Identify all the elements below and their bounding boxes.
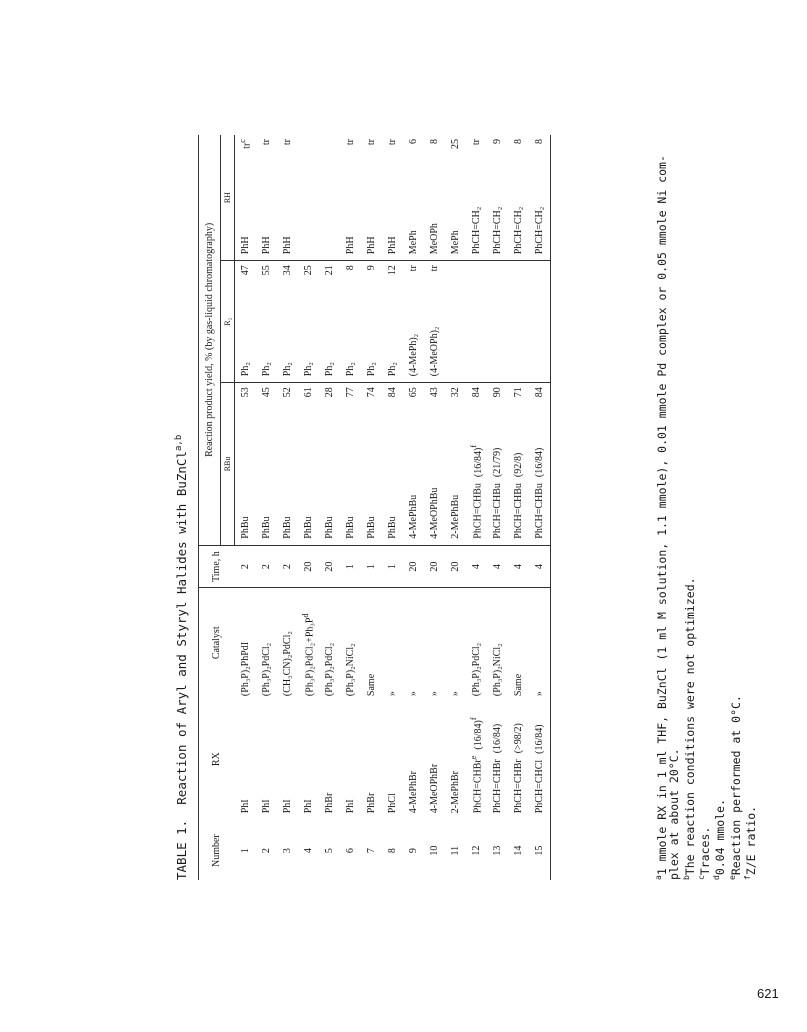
cell-rh-yield xyxy=(529,135,551,165)
table-row xyxy=(340,135,361,880)
cell-rh xyxy=(319,165,340,261)
rx-isomer-ratio: (16/84) xyxy=(492,723,503,754)
cell-rbu xyxy=(298,413,319,545)
table-row xyxy=(361,135,382,880)
header-rbu: RBu xyxy=(221,383,235,546)
footnote-f: Z/E ratio. xyxy=(743,805,758,876)
cell-catalyst xyxy=(487,588,508,704)
catalyst-formula: » xyxy=(450,691,461,697)
page-number: 621 xyxy=(757,986,779,1001)
rbu-product: PhCH=CHBu xyxy=(492,483,503,539)
rbu-product: 4-MeOPhBu xyxy=(429,487,440,539)
cell-rh: PhH xyxy=(240,236,251,255)
catalyst-formula: (CH₃CN)₂PdCl₂ xyxy=(282,631,293,697)
cell-rx xyxy=(424,704,445,821)
cell-rbu xyxy=(529,413,551,545)
cell-r2: Ph₂ xyxy=(345,362,356,377)
rbu-product: PhCH=CHBu xyxy=(513,483,524,539)
cell-rh: PhH xyxy=(261,236,272,255)
cell-rx xyxy=(466,704,487,821)
cell-r2: Ph₂ xyxy=(387,362,398,377)
catalyst-footnote-mark: d xyxy=(301,613,311,618)
cell-r2-yield: 9 xyxy=(361,261,382,291)
footnote-mark: e xyxy=(727,875,737,880)
rx-formula: PhCH=CHCl xyxy=(534,759,545,814)
cell-r2-yield: 21 xyxy=(319,261,340,291)
footnotes xyxy=(653,155,757,880)
cell-rbu xyxy=(445,413,466,545)
cell-rbu xyxy=(235,413,257,545)
cell-number: 2 xyxy=(261,848,272,854)
cell-rh-yield xyxy=(235,135,257,165)
rh-yield-value: tr xyxy=(387,139,398,146)
cell-rbu-yield: 32 xyxy=(445,383,466,413)
cell-r2: Ph₂ xyxy=(240,362,251,377)
cell-number: 13 xyxy=(492,845,503,856)
cell-rx xyxy=(235,704,257,821)
cell-rh-yield xyxy=(340,135,361,165)
rbu-product: PhBu xyxy=(345,516,356,539)
cell-time: 4 xyxy=(487,545,508,588)
cell-rh-yield xyxy=(403,135,424,165)
cell-time: 20 xyxy=(403,545,424,588)
rbu-isomer-ratio: (21/79) xyxy=(492,447,503,478)
catalyst-formula: (Ph₃P)₂PdCl₂ xyxy=(261,642,272,697)
cell-rbu-yield: 61 xyxy=(298,383,319,413)
cell-rx xyxy=(445,704,466,821)
footnote-a-line2: plex at about 20°C. xyxy=(667,748,682,880)
table-row xyxy=(382,135,403,880)
rbu-product: PhCH=CHBu xyxy=(472,483,484,539)
cell-rh xyxy=(298,165,319,261)
table-row xyxy=(529,135,551,880)
table-row xyxy=(403,135,424,880)
cell-rbu-yield: 52 xyxy=(277,383,298,413)
cell-rbu-yield: 65 xyxy=(403,383,424,413)
rbu-product: PhBu xyxy=(261,516,272,539)
cell-r2-yield xyxy=(529,261,551,291)
cell-catalyst xyxy=(529,588,551,704)
cell-time: 2 xyxy=(235,545,257,588)
cell-rx xyxy=(361,704,382,821)
cell-rx xyxy=(529,704,551,821)
rx-isomer-ratio: (16/84) xyxy=(534,724,545,754)
table-row xyxy=(424,135,445,880)
cell-catalyst xyxy=(340,588,361,704)
cell-catalyst xyxy=(445,588,466,704)
cell-r2-yield xyxy=(445,261,466,291)
cell-number: 7 xyxy=(366,848,377,854)
rbu-product: PhBu xyxy=(303,516,314,539)
rotated-page-content xyxy=(170,125,760,885)
rbu-product: PhBu xyxy=(240,516,251,539)
table-row xyxy=(277,135,298,880)
rx-footnote-mark: e xyxy=(469,755,479,760)
cell-rx xyxy=(256,704,277,821)
cell-rh-yield xyxy=(445,135,466,165)
cell-rx xyxy=(340,704,361,821)
cell-r2-yield xyxy=(508,261,529,291)
cell-number: 11 xyxy=(450,845,461,856)
cell-rx xyxy=(382,704,403,821)
cell-r2-yield: 55 xyxy=(256,261,277,291)
rh-yield-value: 8 xyxy=(429,139,440,144)
catalyst-formula: (Ph₃P)₂PdCl₂ xyxy=(471,642,482,697)
cell-rbu-yield: 77 xyxy=(340,383,361,413)
table-row xyxy=(487,135,508,880)
cell-catalyst xyxy=(424,588,445,704)
header-number: Number xyxy=(199,821,235,880)
cell-rh-yield xyxy=(361,135,382,165)
cell-rbu xyxy=(487,413,508,545)
cell-r2: (4-MeOPh)₂ xyxy=(429,326,440,377)
table-body xyxy=(235,135,551,880)
cell-number: 9 xyxy=(408,848,419,854)
table-row xyxy=(256,135,277,880)
cell-rh-yield xyxy=(256,135,277,165)
header-row xyxy=(199,135,221,880)
cell-rbu xyxy=(319,413,340,545)
rbu-product: PhBu xyxy=(387,516,398,539)
rx-formula: PhI xyxy=(239,799,251,814)
footnote-mark: a xyxy=(654,875,663,880)
rh-yield-value: tr xyxy=(261,139,272,146)
cell-rh: PhCH=CH₂ xyxy=(529,165,551,261)
cell-rbu xyxy=(277,413,298,545)
cell-rbu-yield: 53 xyxy=(235,383,257,413)
cell-rh: MeOPh xyxy=(429,223,440,255)
cell-rh-yield xyxy=(466,135,487,165)
catalyst-formula: (Ph₃P)₂NiCl₂ xyxy=(492,643,503,697)
rx-formula: PhI xyxy=(282,799,293,814)
cell-time: 2 xyxy=(277,545,298,588)
cell-rh: PhH xyxy=(387,236,398,255)
cell-r2: Ph₂ xyxy=(261,362,272,377)
cell-r2: Ph₂ xyxy=(366,362,377,377)
cell-rbu-yield: 74 xyxy=(361,383,382,413)
rh-yield-value: tr xyxy=(471,139,482,146)
header-time: Time, h xyxy=(199,545,235,588)
cell-number: 1 xyxy=(239,848,251,854)
cell-rx xyxy=(277,704,298,821)
cell-r2-yield: tr xyxy=(424,261,445,291)
table-label: TABLE 1. xyxy=(174,819,190,880)
table-title: Reaction of Aryl and Styryl Halides with BuZnCl xyxy=(174,451,190,805)
cell-rbu xyxy=(256,413,277,545)
catalyst-formula: Same xyxy=(366,673,377,697)
header-rx: RX xyxy=(199,704,235,821)
cell-time: 4 xyxy=(508,545,529,588)
cell-rbu xyxy=(403,413,424,545)
cell-r2-yield: 8 xyxy=(340,261,361,291)
cell-rx xyxy=(508,704,529,821)
header-catalyst: Catalyst xyxy=(199,588,235,704)
cell-rbu xyxy=(361,413,382,545)
footnote-mark: c xyxy=(697,875,707,880)
footnote-b: The reaction conditions were not optimized. xyxy=(682,577,697,876)
catalyst-formula: (Ph₃P)₂PhPdI xyxy=(239,641,251,697)
cell-number: 5 xyxy=(324,848,335,854)
rx-formula: PhI xyxy=(261,799,272,814)
table-row xyxy=(319,135,340,880)
cell-rx xyxy=(487,704,508,821)
cell-rx xyxy=(403,704,424,821)
cell-time: 4 xyxy=(466,545,487,588)
catalyst-formula: Same xyxy=(513,673,524,697)
cell-rbu-yield: 90 xyxy=(487,383,508,413)
cell-catalyst xyxy=(319,588,340,704)
rh-yield-value: 25 xyxy=(450,139,461,149)
rx-formula: PhBr xyxy=(324,792,335,814)
cell-r2 xyxy=(487,291,508,383)
catalyst-formula: (Ph₃P)₂PdCl₂+Ph₃P xyxy=(304,617,316,697)
cell-r2 xyxy=(508,291,529,383)
rh-yield-value: tr xyxy=(241,142,253,149)
cell-time: 2 xyxy=(256,545,277,588)
rx-formula: PhI xyxy=(345,799,356,814)
cell-rbu xyxy=(382,413,403,545)
rbu-product: PhCH=CHBu xyxy=(534,483,545,539)
cell-catalyst xyxy=(508,588,529,704)
cell-rx xyxy=(319,704,340,821)
cell-rbu-yield: 84 xyxy=(382,383,403,413)
footnote-mark: b xyxy=(681,875,691,880)
cell-catalyst xyxy=(298,588,319,704)
cell-rh-yield xyxy=(382,135,403,165)
cell-r2 xyxy=(445,291,466,383)
rx-formula: 4-MePhBr xyxy=(408,771,419,814)
rh-yield-value: tr xyxy=(345,139,356,146)
catalyst-formula: » xyxy=(429,691,440,697)
rx-isomer-ratio: (16/84) xyxy=(472,720,484,750)
cell-time: 1 xyxy=(340,545,361,588)
cell-number: 8 xyxy=(387,848,398,854)
cell-rh: MePh xyxy=(450,230,461,255)
rbu-isomer-ratio: (16/84) xyxy=(472,447,484,478)
cell-rbu-yield: 84 xyxy=(466,383,487,413)
caption-footnote-marks: a,b xyxy=(174,434,184,451)
cell-r2-yield: 47 xyxy=(235,261,257,291)
cell-catalyst xyxy=(361,588,382,704)
cell-catalyst xyxy=(256,588,277,704)
rbu-isomer-footnote-mark: f xyxy=(469,444,479,448)
rbu-isomer-ratio: (16/84) xyxy=(534,447,545,478)
rbu-product: 2-MePhBu xyxy=(450,494,461,539)
cell-rh: PhCH=CH₂ xyxy=(471,206,482,255)
cell-r2: Ph₂ xyxy=(324,362,335,377)
rbu-isomer-ratio: (92/8) xyxy=(513,452,524,478)
cell-catalyst xyxy=(382,588,403,704)
rbu-product: PhBu xyxy=(366,516,377,539)
cell-rh-yield xyxy=(424,135,445,165)
cell-r2: Ph₂ xyxy=(303,362,314,377)
rx-formula: PhCl xyxy=(387,793,398,814)
cell-rh-yield xyxy=(487,135,508,165)
footnote-e: Reaction performed at 0°C. xyxy=(728,695,743,876)
rx-formula: PhBr xyxy=(366,792,377,814)
cell-r2: Ph₂ xyxy=(282,362,293,377)
cell-rx xyxy=(298,704,319,821)
footnote-d: 0.04 mmole. xyxy=(713,799,728,876)
rh-yield-value: 8 xyxy=(534,139,545,144)
rbu-product: PhBu xyxy=(282,516,293,539)
cell-number: 14 xyxy=(513,845,524,856)
rx-formula: PhCH=CHBr xyxy=(513,759,524,814)
cell-rbu-yield: 71 xyxy=(508,383,529,413)
table-row xyxy=(508,135,529,880)
cell-time: 1 xyxy=(361,545,382,588)
table-row xyxy=(235,135,257,880)
cell-time: 20 xyxy=(298,545,319,588)
cell-time: 20 xyxy=(319,545,340,588)
catalyst-formula: (Ph₃P)₂NiCl₂ xyxy=(345,643,356,697)
table-row xyxy=(298,135,319,880)
cell-catalyst xyxy=(235,588,257,704)
cell-rh-yield xyxy=(508,135,529,165)
cell-time: 1 xyxy=(382,545,403,588)
cell-number: 10 xyxy=(429,845,440,856)
cell-rh: PhCH=CH₂ xyxy=(513,206,524,255)
cell-rh: PhH xyxy=(345,236,356,255)
rh-yield-footnote-mark: c xyxy=(238,139,248,143)
cell-r2: (4-MePh)₂ xyxy=(408,333,419,377)
footnote-c: Traces. xyxy=(697,826,712,876)
results-table xyxy=(198,135,551,880)
cell-number: 15 xyxy=(529,821,551,880)
cell-r2-yield xyxy=(466,261,487,291)
cell-rbu xyxy=(424,413,445,545)
catalyst-formula: » xyxy=(408,691,419,697)
header-r2: R₂ xyxy=(221,261,235,383)
cell-rbu-yield: 28 xyxy=(319,383,340,413)
cell-r2-yield: 12 xyxy=(382,261,403,291)
cell-rbu-yield: 45 xyxy=(256,383,277,413)
cell-r2-yield xyxy=(487,261,508,291)
cell-rbu xyxy=(340,413,361,545)
cell-r2 xyxy=(466,291,487,383)
cell-catalyst xyxy=(466,588,487,704)
rx-formula: PhCH=CHBr xyxy=(472,759,484,814)
cell-rh-yield xyxy=(277,135,298,165)
cell-rbu-yield: 84 xyxy=(529,383,551,413)
header-yield-group: Reaction product yield, % (by gas-liquid chromatography) xyxy=(199,135,221,545)
cell-r2-yield: tr xyxy=(403,261,424,291)
cell-number: 4 xyxy=(303,848,314,854)
cell-rbu xyxy=(508,413,529,545)
catalyst-formula: » xyxy=(387,691,398,697)
cell-rh-yield xyxy=(319,135,340,165)
header-rh: RH xyxy=(221,135,235,261)
cell-rh: MePh xyxy=(408,230,419,255)
catalyst-formula: » xyxy=(534,691,545,697)
cell-number: 12 xyxy=(471,845,482,856)
cell-rh-yield xyxy=(298,135,319,165)
cell-time: 20 xyxy=(424,545,445,588)
cell-r2-yield: 25 xyxy=(298,261,319,291)
table-caption xyxy=(174,435,189,880)
cell-number: 3 xyxy=(282,848,293,854)
rbu-product: 4-MePhBu xyxy=(408,494,419,539)
cell-rh: PhH xyxy=(282,236,293,255)
rx-formula: 2-MePhBr xyxy=(450,771,461,814)
footnote-mark: f xyxy=(743,875,753,880)
rx-isomer-ratio: (>98/2) xyxy=(513,723,524,754)
cell-rbu-yield: 43 xyxy=(424,383,445,413)
cell-r2-yield: 34 xyxy=(277,261,298,291)
rx-formula: PhCH=CHBr xyxy=(492,759,503,814)
rh-yield-value: tr xyxy=(282,139,293,146)
cell-rbu xyxy=(466,413,487,545)
rx-formula: 4-MeOPhBr xyxy=(429,763,440,814)
cell-catalyst xyxy=(277,588,298,704)
cell-time: 20 xyxy=(445,545,466,588)
cell-time: 4 xyxy=(529,545,551,588)
table-row xyxy=(445,135,466,880)
rh-yield-value: tr xyxy=(366,139,377,146)
table-row xyxy=(466,135,487,880)
cell-rh: PhCH=CH₂ xyxy=(492,206,503,255)
rh-yield-value: 6 xyxy=(408,139,419,144)
cell-number: 6 xyxy=(345,848,356,854)
rh-yield-value: 9 xyxy=(492,139,503,144)
rh-yield-value: 8 xyxy=(513,139,524,144)
footnote-mark: d xyxy=(712,875,722,880)
cell-catalyst xyxy=(403,588,424,704)
cell-rh: PhH xyxy=(366,236,377,255)
footnote-a-line1: 1 mmole RX in 1 ml THF, BuZnCl (1 ml M solution, 1.1 mmole), 0.01 mmole Pd complex or 0.05 mmole Ni com- xyxy=(654,155,669,876)
catalyst-formula: (Ph₃P)₂PdCl₂ xyxy=(324,642,335,697)
rx-isomer-footnote-mark: f xyxy=(469,717,479,721)
rx-formula: PhI xyxy=(303,799,314,814)
rbu-product: PhBu xyxy=(324,516,335,539)
cell-r2 xyxy=(529,291,551,383)
